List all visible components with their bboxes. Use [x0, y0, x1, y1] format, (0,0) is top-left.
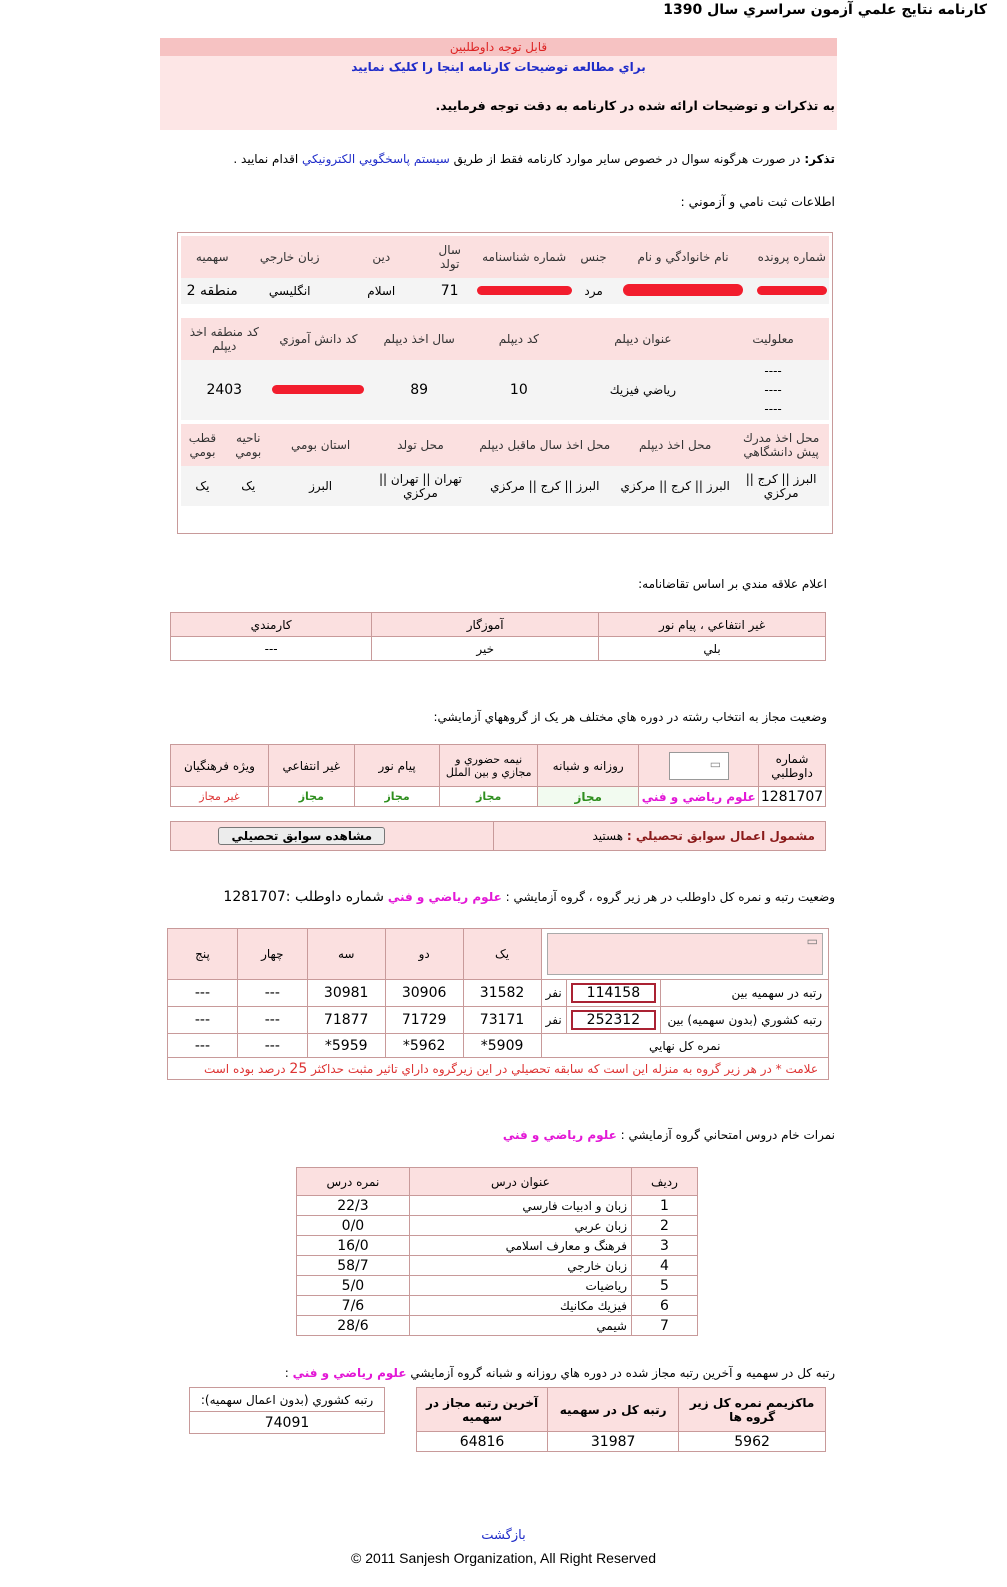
table-row — [297, 1196, 698, 1216]
table-cell: رياضي فيزيك — [609, 383, 677, 397]
row-label: رتبه كشوري (بدون سهميه) بين — [660, 1007, 828, 1034]
footnote-text-end: درصد بوده است — [203, 1061, 286, 1076]
group-name: علوم رياضي و فني — [639, 787, 759, 807]
table-cell: 30906 — [385, 980, 463, 1007]
total-value: 252312 — [571, 1010, 656, 1030]
image-placeholder-cell — [541, 929, 828, 980]
redacted-file-number — [755, 278, 829, 304]
col-header: غير انتفاعي ، پيام نور — [599, 613, 826, 637]
col-header: غير انتفاعي — [268, 745, 354, 787]
col-header: محل اخذ سال ماقبل ديپلم — [472, 424, 617, 466]
footer: © 2011 Sanjesh Organization, All Right Reserved — [350, 1550, 656, 1566]
col-header: جنس — [575, 236, 611, 278]
course-score: 28/6 — [297, 1316, 410, 1336]
status-badge: مجاز — [440, 787, 538, 807]
table-cell: تهران || تهران || مركزي — [379, 472, 462, 500]
reg-table-3 — [181, 424, 829, 506]
table-cell: 31582 — [463, 980, 541, 1007]
reg-table-2 — [181, 318, 829, 420]
disability-line: ---- — [764, 401, 782, 416]
table-cell: يک — [195, 479, 210, 493]
status-badge: مجاز — [538, 787, 639, 807]
col-header: آموزگار — [372, 613, 599, 637]
course-score: 22/3 — [297, 1196, 410, 1216]
scores-group: علوم رياضي و فني — [502, 1128, 617, 1142]
history-status — [494, 822, 826, 851]
col-header: رتبه كشوري (بدون اعمال سهميه): — [190, 1388, 385, 1412]
col-header: قطب بومي — [181, 424, 224, 466]
registration-panel — [177, 232, 833, 534]
disability-cell — [717, 360, 829, 420]
course-name: شيمي — [409, 1316, 631, 1336]
notice-link[interactable]: براي مطالعه توضيحات كارنامه اينجا را كليک نماييد — [351, 60, 646, 74]
col-header: شماره شناسنامه — [473, 236, 576, 278]
table-cell: البرز || كرج || مركزي — [490, 479, 600, 493]
disability-line: ---- — [764, 363, 782, 378]
table-row — [297, 1236, 698, 1256]
reg-section-title: اطلاعات ثبت نامي و آزموني : — [680, 194, 835, 209]
rank-candidate: شماره داوطلب :1281707 — [223, 889, 384, 905]
col-header: ويژه فرهنگيان — [171, 745, 269, 787]
col-header: نمره درس — [297, 1168, 410, 1196]
footnote-text: علامت * در هر زير گروه به منزله اين است كه سابقه تحصيلي در اين زيرگروه داراي تاثير مثبت حداكثر — [311, 1061, 818, 1076]
course-score: 7/6 — [297, 1296, 410, 1316]
history-button-cell — [171, 822, 494, 851]
col-header: محل اخذ مدرك پيش دانشگاهي — [733, 424, 829, 466]
notice-header: قابل توجه داوطلبين — [160, 38, 837, 56]
row-number: 7 — [632, 1316, 698, 1336]
reminder-text: در صورت هرگونه سوال در خصوص ساير موارد كارنامه فقط از طريق — [453, 152, 801, 166]
table-cell: البرز || كرج || مركزي — [620, 479, 730, 493]
course-name: فرهنگ و معارف اسلامي — [409, 1236, 631, 1256]
row-number: 6 — [632, 1296, 698, 1316]
course-name: زبان و ادبيات فارسي — [409, 1196, 631, 1216]
course-name: زبان عربي — [409, 1216, 631, 1236]
table-cell: 71729 — [385, 1007, 463, 1034]
history-table — [170, 821, 826, 851]
total-cell — [566, 980, 660, 1007]
rank-table — [167, 928, 829, 1080]
col-header: محل اخذ ديپلم — [617, 424, 733, 466]
col-header: سال تولد — [427, 236, 473, 278]
redacted-id — [473, 278, 576, 304]
table-cell: --- — [237, 1007, 307, 1034]
col-header: معلوليت — [717, 318, 829, 360]
table-row — [297, 1296, 698, 1316]
rank-title — [175, 889, 835, 906]
reminder-text-end: اقدام نماييد . — [233, 152, 299, 166]
table-cell: 10 — [509, 382, 528, 398]
broken-image-icon: ▭ — [669, 752, 729, 780]
table-cell: 5962 — [679, 1432, 826, 1452]
course-score: 0/0 — [297, 1216, 410, 1236]
table-cell: منطقه 2 — [186, 283, 238, 299]
col-header: ماكزيمم نمره كل زير گروه ها — [679, 1388, 826, 1432]
col-header: پنج — [168, 929, 238, 980]
table-row — [297, 1256, 698, 1276]
table-row — [297, 1316, 698, 1336]
row-label: نمره كل نهايي — [541, 1034, 828, 1058]
table-cell: 71877 — [307, 1007, 385, 1034]
row-label: رتبه در سهميه بين — [660, 980, 828, 1007]
table-cell: يک — [241, 479, 256, 493]
table-cell: 71 — [440, 283, 459, 299]
table-cell: 30981 — [307, 980, 385, 1007]
notice-body: به تذکرات و توضيحات ارائه شده در کارنامه به دقت توجه فرماييد. — [435, 98, 835, 113]
interest-title: اعلام علاقه مندي بر اساس تقاضانامه: — [638, 577, 827, 591]
total-cell — [566, 1007, 660, 1034]
col-header: يک — [463, 929, 541, 980]
col-header: دو — [385, 929, 463, 980]
col-header: چهار — [237, 929, 307, 980]
row-number: 2 — [632, 1216, 698, 1236]
col-header: سه — [307, 929, 385, 980]
rank-group: علوم رياضي و فني — [387, 890, 502, 904]
col-header: آخرين رتبه مجاز در سهميه — [417, 1388, 548, 1432]
table-cell: 73171 — [463, 1007, 541, 1034]
scores-title-text: نمرات خام دروس امتحاني گروه آزمايشي : — [620, 1128, 835, 1142]
disability-line: ---- — [764, 382, 782, 397]
row-number: 4 — [632, 1256, 698, 1276]
notice-box — [160, 38, 837, 130]
col-header: سهميه — [181, 236, 243, 278]
col-header: كارمندي — [171, 613, 372, 637]
image-placeholder-cell — [639, 745, 759, 787]
final-title-text: رتبه كل در سهميه و آخرين رتبه مجاز شده در دوره هاي روزانه و شبانه گروه آزمايشي — [410, 1366, 835, 1380]
col-header: نام خانوادگي و نام — [612, 236, 755, 278]
interest-table — [170, 612, 826, 661]
support-link[interactable]: سيستم پاسخگويي الكترونيكي — [302, 152, 450, 166]
scores-table — [296, 1167, 698, 1336]
status-badge: مجاز — [268, 787, 354, 807]
unit-label: نفر — [541, 980, 566, 1007]
table-cell: انگليسي — [268, 284, 311, 298]
footnote — [168, 1058, 829, 1080]
col-header: كد ديپلم — [469, 318, 569, 360]
table-cell: خير — [372, 637, 599, 661]
table-cell: 5909* — [463, 1034, 541, 1058]
col-header: رتبه كل در سهميه — [548, 1388, 679, 1432]
table-cell: مرد — [584, 284, 603, 298]
broken-image-icon: ▭ — [547, 933, 823, 975]
table-cell: 64816 — [417, 1432, 548, 1452]
scores-title — [503, 1128, 835, 1142]
col-header: كد منطقه اخذ ديپلم — [181, 318, 268, 360]
redacted-student-code — [268, 360, 370, 420]
col-header: ناحيه بومي — [224, 424, 273, 466]
unit-label: نفر — [541, 1007, 566, 1034]
table-row — [297, 1216, 698, 1236]
table-cell: بلي — [599, 637, 826, 661]
view-history-button[interactable]: مشاهده سوابق تحصيلي — [218, 827, 385, 845]
reg-table-1 — [181, 236, 829, 304]
table-cell: 5959* — [307, 1034, 385, 1058]
col-header: عنوان ديپلم — [569, 318, 717, 360]
row-number: 3 — [632, 1236, 698, 1256]
final-group: علوم رياضي و فني — [292, 1366, 407, 1380]
table-cell: 89 — [410, 382, 429, 398]
table-cell: البرز || كرج || مركزي — [745, 472, 817, 500]
col-header: روزانه و شبانه — [538, 745, 639, 787]
col-header: رديف — [632, 1168, 698, 1196]
page-title: كارنامه نتايج علمي آزمون سراسري سال 1390 — [663, 2, 987, 18]
national-rank-value: 74091 — [190, 1412, 385, 1434]
table-cell: البرز — [309, 479, 333, 493]
col-header: كد دانش آموزي — [268, 318, 370, 360]
col-header: دين — [336, 236, 427, 278]
total-value: 114158 — [571, 983, 656, 1003]
row-number: 5 — [632, 1276, 698, 1296]
table-cell: --- — [171, 637, 372, 661]
eligibility-title: وضعيت مجاز به انتخاب رشته در دوره هاي مختلف هر يک از گروههاي آزمايشي: — [433, 710, 827, 724]
rank-title-text: وضعيت رتبه و نمره كل داوطلب در هر زير گروه ، گروه آزمايشي : — [505, 890, 835, 904]
redacted-name — [612, 278, 755, 304]
table-cell: --- — [237, 980, 307, 1007]
final-title: رتبه كل در سهميه و آخرين رتبه مجاز شده در دوره هاي روزانه و شبانه گروه آزمايشي علوم رياضي و فني : — [284, 1366, 835, 1380]
course-name: رياضيات — [409, 1276, 631, 1296]
back-link[interactable]: بازگشت — [481, 1528, 526, 1543]
final-table — [416, 1387, 826, 1452]
table-row — [297, 1276, 698, 1296]
col-header: پيام نور — [354, 745, 440, 787]
col-header: نيمه حضوري و مجازي و بين الملل — [440, 745, 538, 787]
history-value: هستيد — [592, 829, 624, 843]
row-number: 1 — [632, 1196, 698, 1216]
eligibility-table — [170, 744, 826, 807]
reminder — [195, 152, 835, 166]
course-score: 58/7 — [297, 1256, 410, 1276]
table-cell: 31987 — [548, 1432, 679, 1452]
col-header: سال اخذ ديپلم — [369, 318, 469, 360]
col-header: محل تولد — [369, 424, 473, 466]
course-score: 5/0 — [297, 1276, 410, 1296]
status-badge: مجاز — [354, 787, 440, 807]
course-name: زبان خارجي — [409, 1256, 631, 1276]
col-header: استان بومي — [273, 424, 369, 466]
reminder-label: تذكر: — [804, 152, 835, 166]
national-rank-table — [189, 1387, 385, 1434]
table-cell: 2403 — [206, 382, 243, 398]
table-cell: --- — [237, 1034, 307, 1058]
table-cell: --- — [168, 1007, 238, 1034]
course-name: فيزيك مكانيك — [409, 1296, 631, 1316]
col-header: زبان خارجي — [243, 236, 336, 278]
table-cell: --- — [168, 1034, 238, 1058]
candidate-number: 1281707 — [759, 787, 826, 807]
table-cell: 5962* — [385, 1034, 463, 1058]
col-header: شماره پرونده — [755, 236, 829, 278]
col-header: عنوان درس — [409, 1168, 631, 1196]
col-header: شماره داوطلبي — [759, 745, 826, 787]
status-badge: غير مجاز — [171, 787, 269, 807]
table-cell: --- — [168, 980, 238, 1007]
course-score: 16/0 — [297, 1236, 410, 1256]
history-label: مشمول اعمال سوابق تحصيلي : — [626, 829, 815, 843]
footnote-number: 25 — [289, 1060, 308, 1077]
table-cell: اسلام — [367, 284, 396, 298]
